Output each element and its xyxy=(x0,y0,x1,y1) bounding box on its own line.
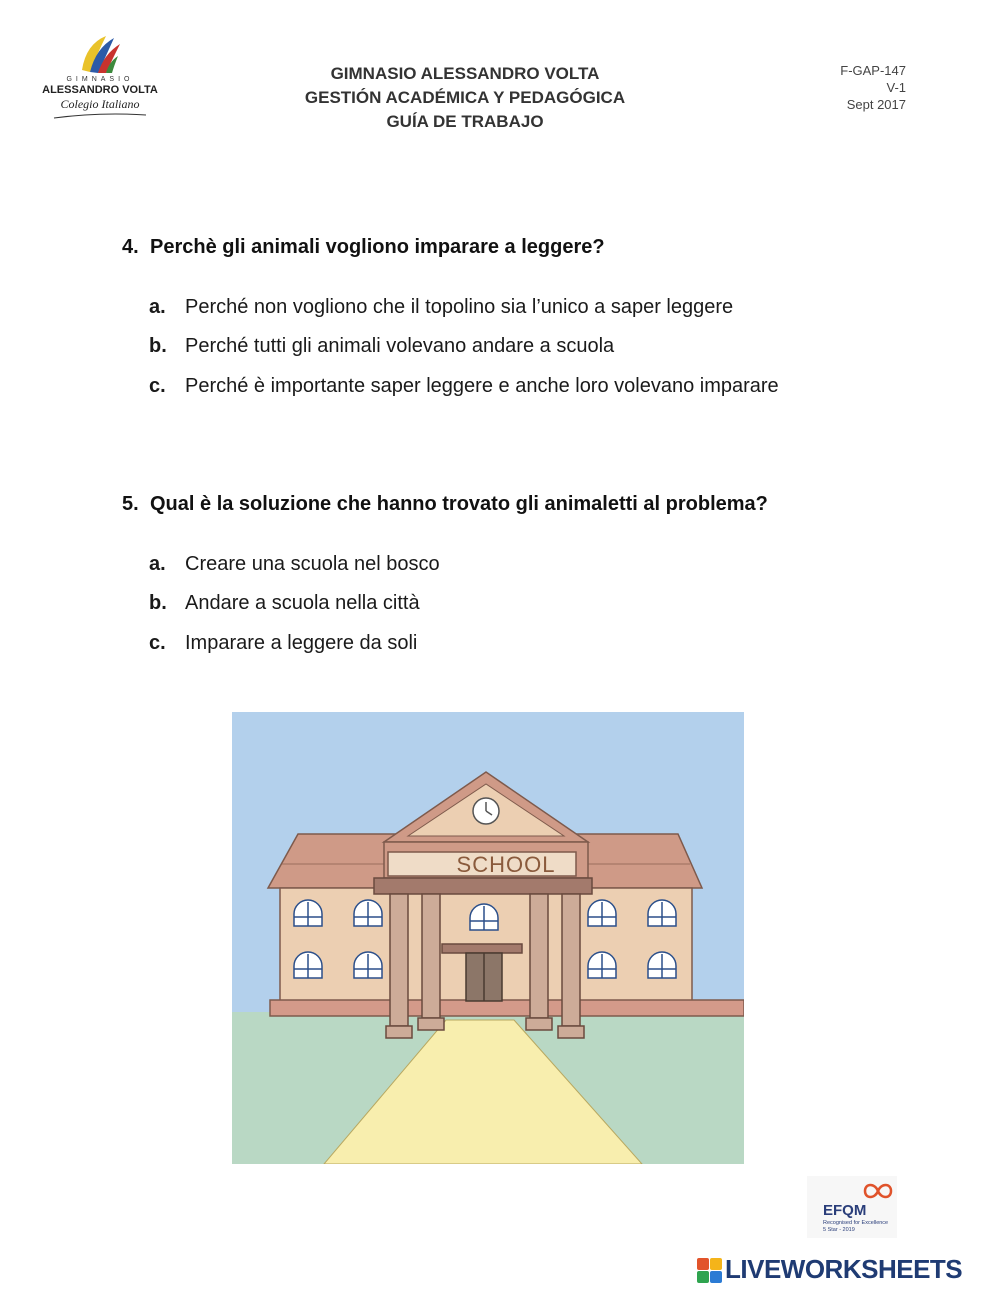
q5-option-a[interactable] xyxy=(149,553,440,576)
question-text: Perchè gli animali vogliono imparare a leggere? xyxy=(150,236,605,258)
window xyxy=(648,952,676,978)
school-logo xyxy=(38,32,162,124)
liveworksheets-brand[interactable] xyxy=(697,1254,997,1288)
question-4 xyxy=(122,236,605,259)
option-letter: b. xyxy=(149,592,167,614)
column-base xyxy=(418,1018,444,1030)
title-line-1: GIMNASIO ALESSANDRO VOLTA xyxy=(330,64,600,83)
efqm-tagline: Recognised for Excellence xyxy=(823,1220,889,1226)
window xyxy=(294,900,322,926)
option-text: Perché non vogliono che il topolino sia l’unico a saper leggere xyxy=(185,296,734,318)
logo-line-name: ALESSANDRO VOLTA xyxy=(42,84,158,96)
efqm-badge xyxy=(807,1176,897,1238)
logo-underline-icon xyxy=(52,112,148,120)
column-base xyxy=(558,1026,584,1038)
window xyxy=(294,952,322,978)
q4-option-b[interactable] xyxy=(149,335,614,358)
logo-line-subtitle: Colegio Italiano xyxy=(60,97,140,111)
document-meta xyxy=(840,62,906,113)
portico-beam xyxy=(374,878,592,894)
column xyxy=(390,894,408,1026)
option-letter: b. xyxy=(149,335,167,357)
title-line-2: GESTIÓN ACADÉMICA Y PEDAGÓGICA xyxy=(304,88,626,107)
school-emblem-icon xyxy=(76,32,122,76)
document-version: V-1 xyxy=(886,80,906,95)
title-line-3: GUÍA DE TRABAJO xyxy=(386,112,544,131)
q4-option-a[interactable] xyxy=(149,296,733,319)
column xyxy=(530,894,548,1018)
question-number: 5. xyxy=(122,493,139,515)
document-code: F-GAP-147 xyxy=(840,63,906,78)
window xyxy=(354,900,382,926)
q4-option-c[interactable] xyxy=(149,375,779,398)
door-canopy xyxy=(442,944,522,953)
option-letter: c. xyxy=(149,632,166,654)
efqm-name: EFQM xyxy=(823,1202,867,1219)
option-letter: c. xyxy=(149,375,166,397)
document-title xyxy=(250,62,680,134)
q5-option-c[interactable] xyxy=(149,632,417,655)
option-text: Perché tutti gli animali volevano andare a scuola xyxy=(185,335,615,357)
window xyxy=(470,904,498,930)
column xyxy=(562,894,580,1026)
window xyxy=(354,952,382,978)
option-text: Imparare a leggere da soli xyxy=(185,632,418,654)
liveworksheets-logo-icon xyxy=(697,1258,723,1284)
question-5 xyxy=(122,493,768,516)
option-text: Creare una scuola nel bosco xyxy=(185,553,440,575)
window xyxy=(588,952,616,978)
building-base xyxy=(270,1000,744,1016)
column xyxy=(422,894,440,1018)
school-sign: SCHOOL xyxy=(456,852,556,877)
column-base xyxy=(526,1018,552,1030)
document-date: Sept 2017 xyxy=(846,97,906,112)
school-illustration xyxy=(232,712,744,1164)
efqm-stars: 5 Star - 2019 xyxy=(823,1227,855,1233)
liveworksheets-wordmark: LIVEWORKSHEETS xyxy=(725,1254,963,1284)
question-number: 4. xyxy=(122,236,139,258)
liveworksheets-badge-text xyxy=(497,1254,498,1255)
option-letter: a. xyxy=(149,296,166,318)
window xyxy=(588,900,616,926)
question-text: Qual è la soluzione che hanno trovato gli animaletti al problema? xyxy=(150,493,768,515)
option-text: Andare a scuola nella città xyxy=(185,592,420,614)
logo-line-gimnasio: GIMNASIO xyxy=(66,76,134,83)
window xyxy=(648,900,676,926)
column-base xyxy=(386,1026,412,1038)
option-letter: a. xyxy=(149,553,166,575)
q5-option-b[interactable] xyxy=(149,592,420,615)
efqm-infinity-icon xyxy=(861,1180,895,1202)
option-text: Perché è importante saper leggere e anche loro volevano imparare xyxy=(185,375,779,397)
